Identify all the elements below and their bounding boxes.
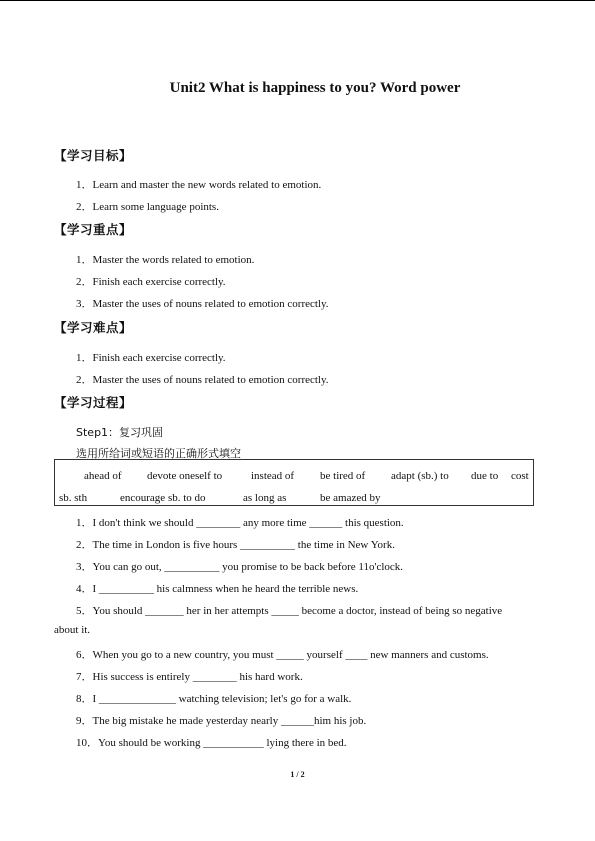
page-title: Unit2 What is happiness to you? Word power [169, 80, 461, 96]
page-number: 1 / 2 [290, 770, 305, 779]
word-bank-item: adapt (sb.) to [391, 470, 449, 482]
key-point-item: 3．Master the uses of nouns related to emotion correctly. [76, 298, 329, 310]
word-bank-box [54, 459, 534, 506]
word-bank-row [55, 470, 533, 486]
word-bank-item: encourage sb. to do [120, 492, 206, 504]
word-bank-item: be tired of [320, 470, 366, 482]
key-point-item: 1．Master the words related to emotion. [76, 254, 255, 266]
word-bank-item: cost [511, 470, 529, 482]
word-bank-row [55, 492, 533, 508]
section-heading-objectives: 【学习目标】 [54, 148, 133, 163]
difficulty-item: 1．Finish each exercise correctly. [76, 352, 226, 364]
key-point-item: 2．Finish each exercise correctly. [76, 276, 226, 288]
exercise-item: 5．You should _______ her in her attempts _____ become a doctor, instead of being so negative [76, 605, 503, 617]
exercise-item: 7．His success is entirely ________ his hard work. [76, 671, 303, 683]
exercise-item: 2．The time in London is five hours __________ the time in New York. [76, 539, 395, 551]
difficulty-item: 2．Master the uses of nouns related to emotion correctly. [76, 374, 329, 386]
step1-instruction: 选用所给词或短语的正确形式填空 [76, 447, 241, 460]
section-heading-key-points: 【学习重点】 [54, 222, 133, 237]
word-bank-item: instead of [251, 470, 295, 482]
exercise-item: 3．You can go out, __________ you promise to be back before 11o'clock. [76, 561, 404, 573]
word-bank-item: due to [471, 470, 499, 482]
exercise-item: 6．When you go to a new country, you must _____ yourself ____ new manners and customs. [76, 649, 489, 661]
word-bank-item: ahead of [84, 470, 122, 482]
top-border-line [0, 0, 595, 1]
exercise-item: 8．I ______________ watching television; let's go for a walk. [76, 693, 352, 705]
exercise-item-continuation: about it. [54, 624, 91, 636]
step1-label: Step1：复习巩固 [76, 426, 164, 439]
section-heading-difficulties: 【学习难点】 [54, 320, 133, 335]
exercise-item: 10．You should be working ___________ lying there in bed. [76, 737, 347, 749]
exercise-item: 9．The big mistake he made yesterday nearly ______him his job. [76, 715, 367, 727]
word-bank-item: devote oneself to [147, 470, 223, 482]
section-heading-process: 【学习过程】 [54, 395, 133, 410]
word-bank-item: be amazed by [320, 492, 381, 504]
objective-item: 2．Learn some language points. [76, 201, 219, 213]
word-bank-item: sb. sth [59, 492, 88, 504]
word-bank-item: as long as [243, 492, 287, 504]
objective-item: 1．Learn and master the new words related to emotion. [76, 179, 322, 191]
exercise-item: 1．I don't think we should ________ any more time ______ this question. [76, 517, 404, 529]
exercise-item: 4．I __________ his calmness when he heard the terrible news. [76, 583, 359, 595]
